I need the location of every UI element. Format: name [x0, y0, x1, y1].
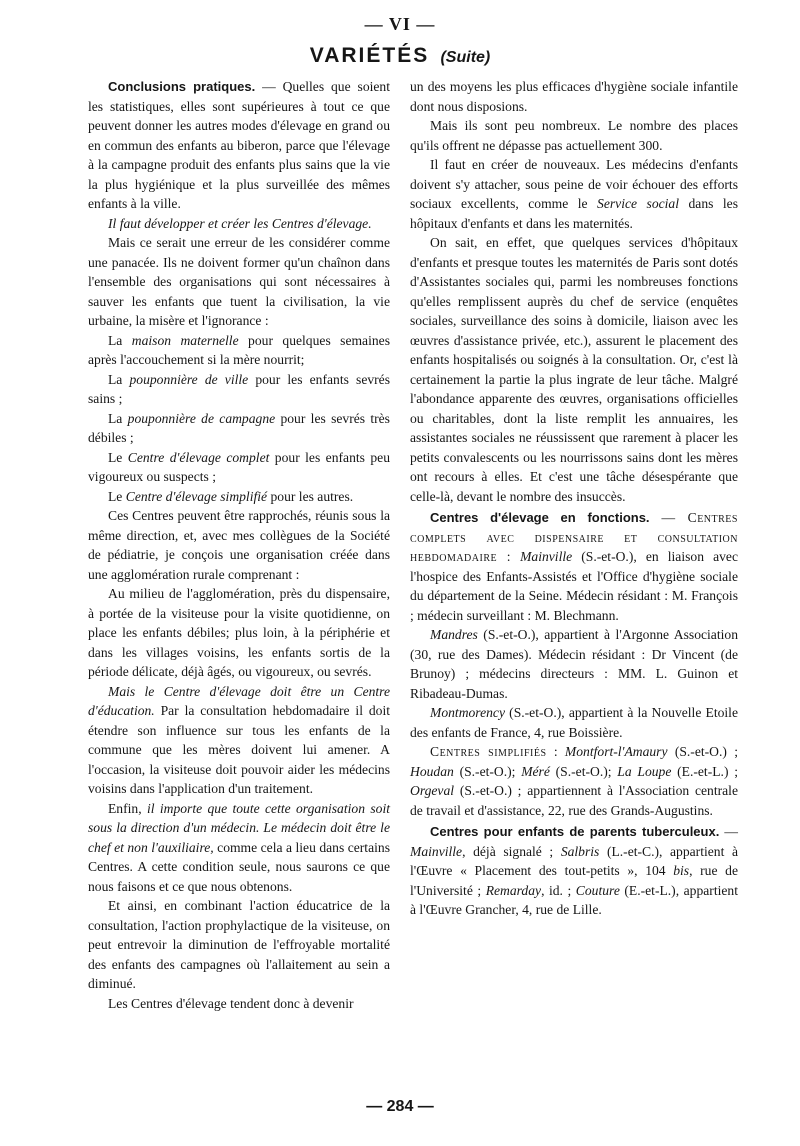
text: (E.-et-L.), appartient à l'Œuvre Grancher, 4, rue de Lille. [410, 882, 738, 917]
text: Les Centres d'élevage tendent donc à devenir [108, 995, 354, 1011]
text: pour les autres. [267, 488, 354, 504]
text: Et ainsi, en combinant l'action éducatrice de la consultation, l'action prophylactique de la visiteuse, on peut entrevoir la diminution de l'effroyable mortalité des enfants des campagnes où l'allaitement au sein a diminué. [88, 898, 390, 991]
italic-text: maison maternelle [131, 332, 239, 348]
italic-text: Salbris [560, 843, 600, 859]
text: Le [108, 488, 126, 504]
text: un des moyens les plus efficaces d'hygiène sociale infantile dont nous disposions. [410, 79, 738, 114]
italic-text: Centre d'élevage complet [127, 449, 270, 465]
text: La [108, 332, 132, 348]
text: (S.-et-O.), appartient à l'Argonne Association (30, rue des Dames). Médecin résidant : Dr Vincent (de Brunoy) ; médecins directeurs : MM. L. Guinon et Ribadeau-Dumas. [410, 627, 738, 701]
italic-text: pouponnière de campagne [127, 410, 276, 426]
text: La [108, 371, 130, 387]
italic-text: Mainville [520, 549, 573, 564]
paragraph-agglomeration [88, 584, 390, 682]
list-item-pouponniere-campagne [88, 409, 390, 448]
title-suffix: (Suite) [440, 49, 491, 66]
text: pour les sevrés très débiles ; [88, 410, 390, 445]
paragraph-centres-fonctions [410, 508, 738, 625]
text: (S.-et-O.), en liaison avec l'hospice des Enfants-Assistés et l'Office d'hygiène sociale du département de la Seine. Médecin résidant : M. François ; médecin surveillant : M. Blechmann. [410, 549, 738, 623]
list-item-centre-complet [88, 448, 390, 487]
text: pour les enfants sevrés sains ; [88, 371, 390, 406]
text: (S.-et-O.); [453, 763, 522, 779]
italic-text: Montfort-l'Amaury [564, 744, 668, 759]
section-title [0, 43, 800, 68]
paragraph-tendent [88, 994, 390, 1014]
paragraph-tuberculeux [410, 822, 738, 920]
text: , id. ; [541, 882, 576, 898]
italic-text: Centre d'élevage simplifié [125, 488, 268, 504]
italic-text: Service social [597, 196, 680, 211]
list-item-pouponniere-ville [88, 370, 390, 409]
page-number: — 284 — [366, 1098, 434, 1115]
text: Il faut en créer de nouveaux. Les médecins d'enfants doivent s'y attacher, sous peine de voir échouer des efforts sociaux excellents, comme le [410, 157, 738, 211]
text: Enfin, [108, 800, 147, 816]
paragraph-direction-medecin [88, 799, 390, 897]
text: (S.-et-O.); [549, 763, 618, 779]
text: , déjà signalé ; [462, 843, 561, 859]
italic-text: Méré [521, 763, 550, 779]
right-column [410, 77, 738, 920]
italic-text: bis [673, 863, 690, 878]
text: Mais ils sont peu nombreux. Le nombre des places qu'ils offrent ne dépasse pas actuellement 300. [410, 118, 738, 153]
paragraph-centres-simplifies [410, 742, 738, 820]
paragraph-continuation [410, 77, 738, 116]
paragraph-creer-nouveaux [410, 155, 738, 233]
paragraph-italic-claim [88, 214, 390, 234]
text: La [108, 410, 128, 426]
heading-tuberculeux: Centres pour enfants de parents tuberculeux. [430, 824, 720, 839]
heading-centres-fonctions: Centres d'élevage en fonctions. [430, 510, 650, 525]
text: pour quelques semaines après l'accouchement si la mère nourrit; [88, 332, 390, 367]
italic-text: Il faut développer et créer les Centres d'élevage. [108, 215, 372, 231]
text: Mais ce serait une erreur de les considérer comme une panacée. Ils ne doivent former qu'un chaînon dans l'ensemble des organisations qui sont nécessaires à sauver les enfants que tuent la civilisation, la vie urbaine, la misère et l'ignorance : [88, 235, 390, 328]
paragraph-mandres [410, 625, 738, 703]
text: — Quelles que soient les statistiques, elles sont supérieures à tout ce que peuvent donner les autres modes d'élevage en grand ou en commun des enfants au biberon, parce que l'élevage à la campagne produit des enfants plus sains que la vie la plus hygiénique et la plus surveillée des mêmes enfants à la ville. [88, 79, 390, 211]
left-column [88, 77, 390, 1013]
italic-text: Mainville [410, 843, 463, 859]
italic-text: Orgeval [410, 783, 455, 798]
text: Ces Centres peuvent être rapprochés, réunis sous la même direction, et, avec mes collègues de la Société de pédiatrie, je conçois une organisation créée dans une agglomération rurale comprenant : [88, 508, 390, 582]
text: — [719, 824, 738, 839]
italic-text: Houdan [410, 763, 454, 779]
paragraph-panacea [88, 233, 390, 331]
roman-page-number: — VI — [364, 14, 436, 34]
text: (S.-et-O.), appartient à la Nouvelle Etoile des enfants de France, 4, rue Boissière. [410, 705, 738, 740]
text: (E.-et-L.) ; [671, 763, 739, 779]
paragraph-conclusions [88, 77, 390, 214]
paragraph-centres-rapproches [88, 506, 390, 584]
paragraph-peu-nombreux [410, 116, 738, 155]
title-text: VARIÉTÉS [309, 44, 430, 67]
paragraph-combinant [88, 896, 390, 994]
italic-text: Remarday [485, 882, 542, 898]
text: Par la consultation hebdomadaire il doit étendre son influence sur tous les enfants de la commune que les mères doivent lui amener. A l'occasion, la visiteuse doit pouvoir aider les médecins voisins dans l'application d'un traitement. [88, 703, 390, 796]
italic-text: Montmorency [430, 705, 505, 720]
italic-text: il importe que toute cette organisation soit sous la direction d'un médecin. Le médecin doit être le chef et non l'auxiliaire, [88, 800, 390, 855]
paragraph-montmorency [410, 703, 738, 742]
italic-text: La Loupe [617, 763, 672, 779]
italic-text: Couture [575, 882, 620, 898]
text: , rue de l'Université ; [410, 863, 738, 898]
list-item-centre-simplifie [88, 487, 390, 507]
smallcaps-text: — Centres complets avec dispensaire et consultation hebdomadaire : [410, 510, 738, 564]
list-item-maison [88, 331, 390, 370]
italic-text: Mandres [430, 627, 478, 642]
text: (S.-et-O.) ; [667, 744, 739, 759]
paragraph-assistantes-sociales [410, 233, 738, 506]
text: : [546, 744, 565, 759]
text: (L.-et-C.), appartient à l'Œuvre « Placement des tout-petits », 104 [410, 843, 739, 878]
smallcaps-text: Centres simplifiés [430, 744, 547, 759]
paragraph-education [88, 682, 390, 799]
text: comme cela a lieu dans certains Centres. A cette condition seule, nous saurons ce que nous faisons et ce que nous obtenons. [88, 839, 390, 894]
text: On sait, en effet, que quelques services d'hôpitaux d'enfants et presque toutes les maternités de Paris sont dotés d'Assistantes sociales qui, parmi les nombreuses fonctions qu'elles remplissent auprès du chef de service (enquêtes sociales, surveillance des soins à domicile, liaison avec les œuvres d'assistance privée, etc.), assurent le placement des enfants hospitalisés ou soignés à la consultation. Or, c'est là certainement la partie la plus ingrate de leur tâche. Malgré l'abondance apparente des œuvres, organisations officielles ou charitables, dont la liste remplit les annuaires, les assistantes sociales ne réussissent que rarement à placer les petits convalescents ou les nourrissons sains dont les mères ont recours à elles. Et c'est une tâche désespérante que celle-là, devant le nombre des insuccès. [410, 235, 738, 504]
italic-text: pouponnière de ville [129, 371, 249, 387]
text: dans les hôpitaux d'enfants et dans les maternités. [410, 196, 739, 231]
text: Le [108, 449, 128, 465]
italic-text: Mais le Centre d'élevage doit être un Centre d'éducation. [88, 683, 390, 718]
heading-conclusions: Conclusions pratiques. [108, 79, 256, 94]
text: pour les enfants peu vigoureux ou suspects ; [88, 449, 390, 484]
text: Au milieu de l'agglomération, près du dispensaire, à portée de la visiteuse pour la visite quotidienne, on place les enfants débiles; plus loin, à la périphérie et dans les villages voisins, les enfants sortis de la période délicate, déjà âgés, ou vigoureux, ou sevrés. [88, 586, 390, 679]
text: (S.-et-O.) ; appartiennent à l'Association centrale de travail et d'assistance, 22, rue des Grands-Augustins. [410, 783, 738, 818]
